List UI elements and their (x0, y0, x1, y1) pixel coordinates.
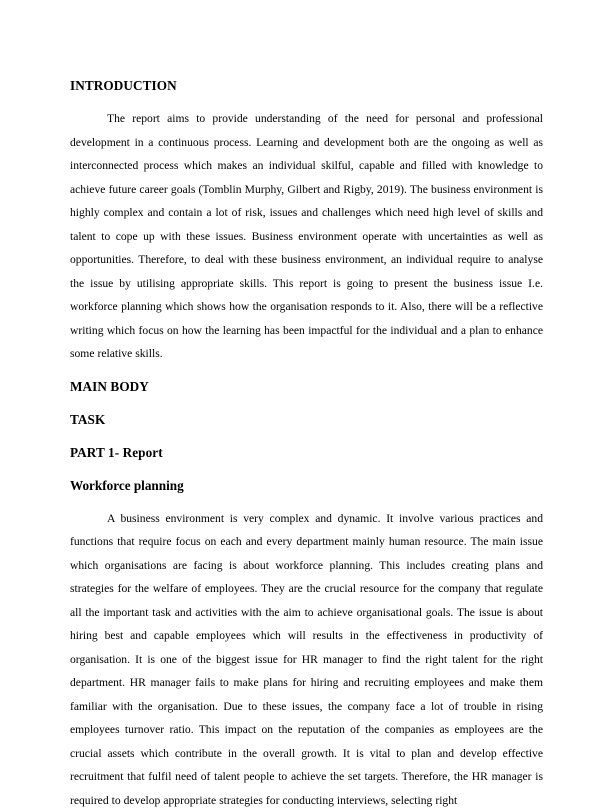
heading-main-body: MAIN BODY (70, 375, 543, 399)
heading-introduction: INTRODUCTION (70, 74, 543, 98)
heading-task: TASK (70, 408, 543, 432)
document-body (70, 74, 543, 812)
paragraph-introduction: The report aims to provide understanding of the need for personal and professional development in a continuous process. Learning and development both are the ongoing as well as interconnected process which makes an individual skilful, capable and filled with knowledge to achieve future career goals (Tomblin Murphy, Gilbert and Rigby, 2019). The business environment is highly complex and contain a lot of risk, issues and challenges which need high level of skills and talent to cope up with these issues. Business environment operate with uncertainties as well as opportunities. Therefore, to deal with these business environment, an individual require to analyse the issue by utilising appropriate skills. This report is going to present the business issue I.e. workforce planning which shows how the organisation responds to it. Also, there will be a reflective writing which focus on how the learning has been impactful for the individual and a plan to enhance some relative skills. (70, 107, 543, 366)
paragraph-workforce-planning: A business environment is very complex and dynamic. It involve various practices and functions that require focus on each and every department mainly human resource. The main issue which organisations are facing is about workforce planning. This includes creating plans and strategies for the welfare of employees. They are the crucial resource for the company that regulate all the important task and activities with the aim to achieve organisational goals. The issue is about hiring best and capable employees which will results in the effectiveness in productivity of organisation. It is one of the biggest issue for HR manager to find the right talent for the right department. HR manager fails to make plans for hiring and recruiting employees and make them familiar with the organisation. Due to these issues, the company face a lot of trouble in rising employees turnover ratio. This impact on the reputation of the companies as employees are the crucial assets which contribute in the overall growth. It is vital to plan and develop effective recruitment that fulfil need of talent people to achieve the set targets. Therefore, the HR manager is required to develop appropriate strategies for conducting interviews, selecting right (70, 507, 543, 812)
heading-part-1-report: PART 1- Report (70, 441, 543, 465)
heading-workforce-planning: Workforce planning (70, 474, 543, 498)
